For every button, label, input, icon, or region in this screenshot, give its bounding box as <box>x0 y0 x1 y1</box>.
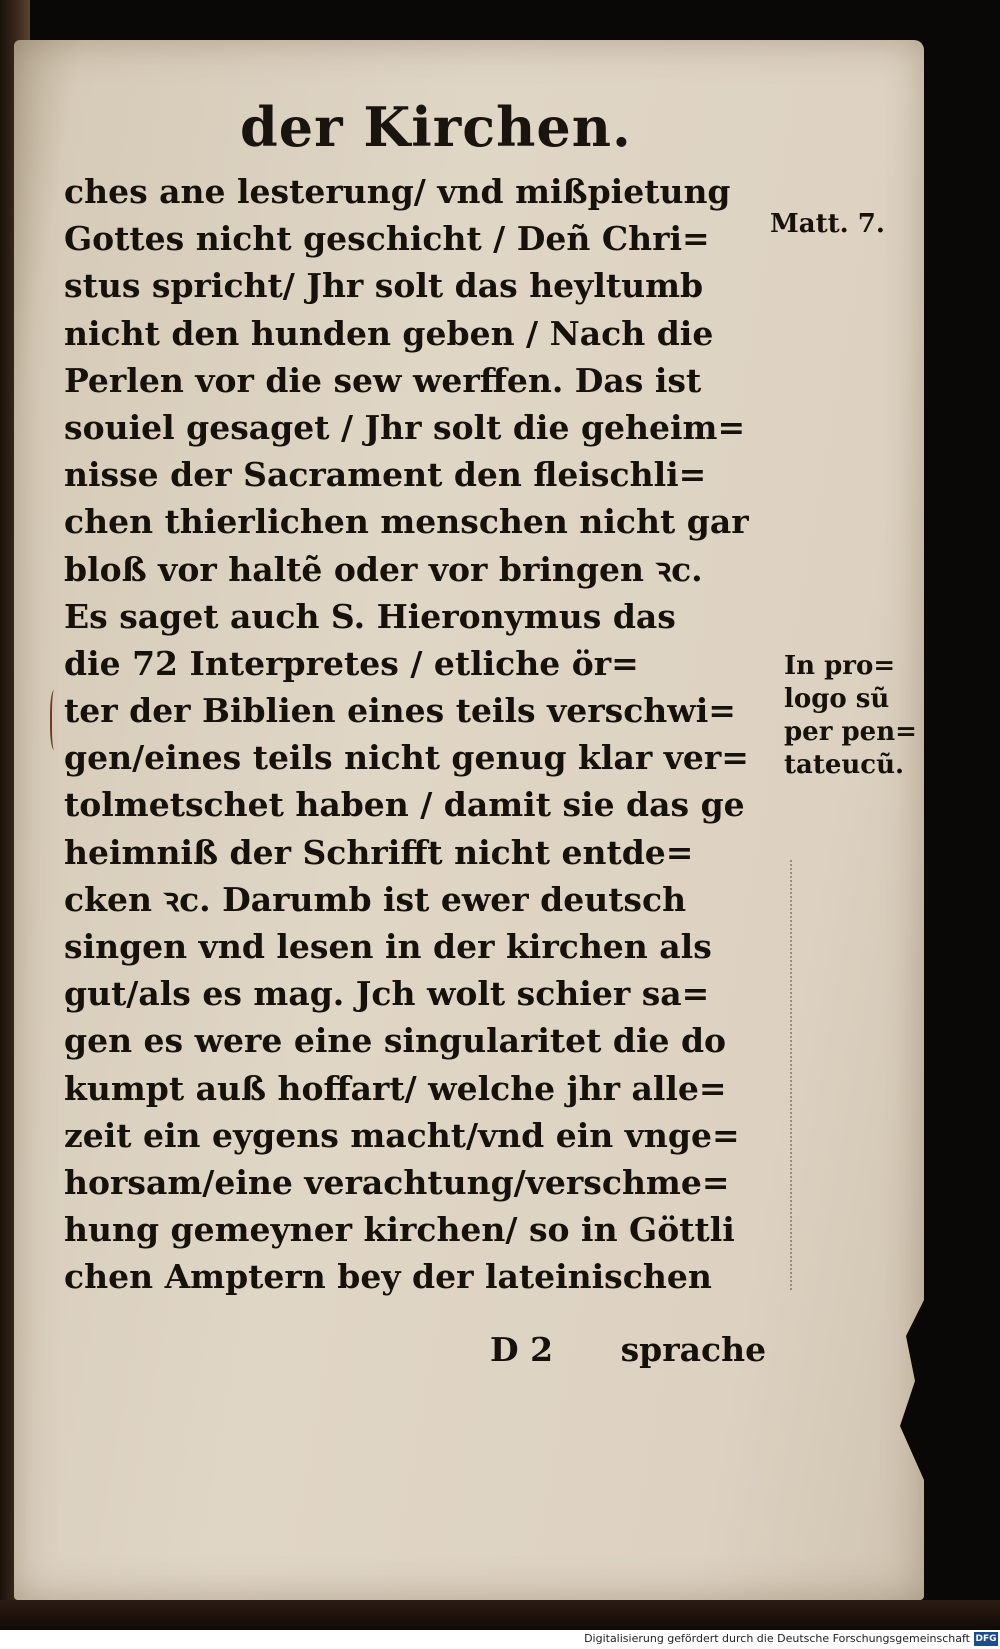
catchword: sprache <box>620 1330 767 1369</box>
text-line: gen es were eine singularitet die do <box>64 1021 727 1061</box>
text-line: Gottes nicht geschicht / Deñ Chri= <box>64 219 710 259</box>
footer-bar <box>0 1630 1000 1649</box>
text-line: nisse der Sacrament den fleischli= <box>64 455 707 495</box>
marginal-line: per pen= <box>784 717 917 747</box>
text-line: ches ane lesterung/ vnd mißpietung <box>64 172 731 211</box>
text-line: zeit ein eygens macht/vnd ein vnge= <box>64 1115 740 1155</box>
ink-bracket-mark <box>50 690 60 750</box>
text-line: singen vnd lesen in der kirchen als <box>64 927 712 966</box>
text-line: tolmetschet haben / damit sie das ge <box>64 785 745 825</box>
text-line: horsam/eine verachtung/verschme= <box>64 1162 730 1202</box>
text-line: chen Amptern bey der lateinischen <box>64 1257 712 1297</box>
text-line: stus spricht/ Jhr solt das heyltumb <box>64 266 704 306</box>
dfg-logo-icon: DFG <box>975 1634 997 1644</box>
text-line: hung gemeyner kirchen/ so in Göttli <box>64 1210 735 1250</box>
text-line: die 72 Interpretes / etliche ör= <box>64 643 639 683</box>
text-line: chen thierlichen menschen nicht gar <box>64 502 749 542</box>
text-line: Perlen vor die sew werffen. Das ist <box>64 360 702 400</box>
text-line: ter der Biblien eines teils verschwi= <box>64 691 736 731</box>
funding-credit: Digitalisierung gefördert durch die Deutsche Forschungsgemeinschaft <box>584 1632 970 1645</box>
pencil-margin-marks <box>790 860 816 1290</box>
text-line: bloß vor haltẽ oder vor bringen ꝛc. <box>64 549 703 589</box>
marginal-line: In pro= <box>784 651 896 681</box>
text-line: Es saget auch S. Hieronymus das <box>64 596 676 636</box>
running-title: der Kirchen. <box>240 95 632 159</box>
signature-mark: D 2 <box>490 1330 554 1369</box>
signature-line <box>490 1330 766 1369</box>
text-line: gen/eines teils nicht genug klar ver= <box>64 738 749 778</box>
torn-page-corner <box>894 1300 924 1480</box>
text-line: nicht den hunden geben / Nach die <box>64 313 714 353</box>
marginal-line: logo sũ <box>784 684 890 714</box>
text-line: heimniß der Schrifft nicht entde= <box>64 832 694 872</box>
marginal-line: tateucũ. <box>784 750 905 780</box>
body-text <box>64 168 784 1301</box>
marginal-note-prologo <box>784 650 917 782</box>
marginal-note-matthew: Matt. 7. <box>770 209 885 239</box>
text-line: cken ꝛc. Darumb ist ewer deutsch <box>64 879 687 919</box>
text-line: souiel gesaget / Jhr solt die geheim= <box>64 407 746 447</box>
page-bottom-shadow <box>0 1600 1000 1630</box>
text-line: kumpt auß hoffart/ welche jhr alle= <box>64 1068 727 1108</box>
text-line: gut/als es mag. Jch wolt schier sa= <box>64 974 710 1014</box>
